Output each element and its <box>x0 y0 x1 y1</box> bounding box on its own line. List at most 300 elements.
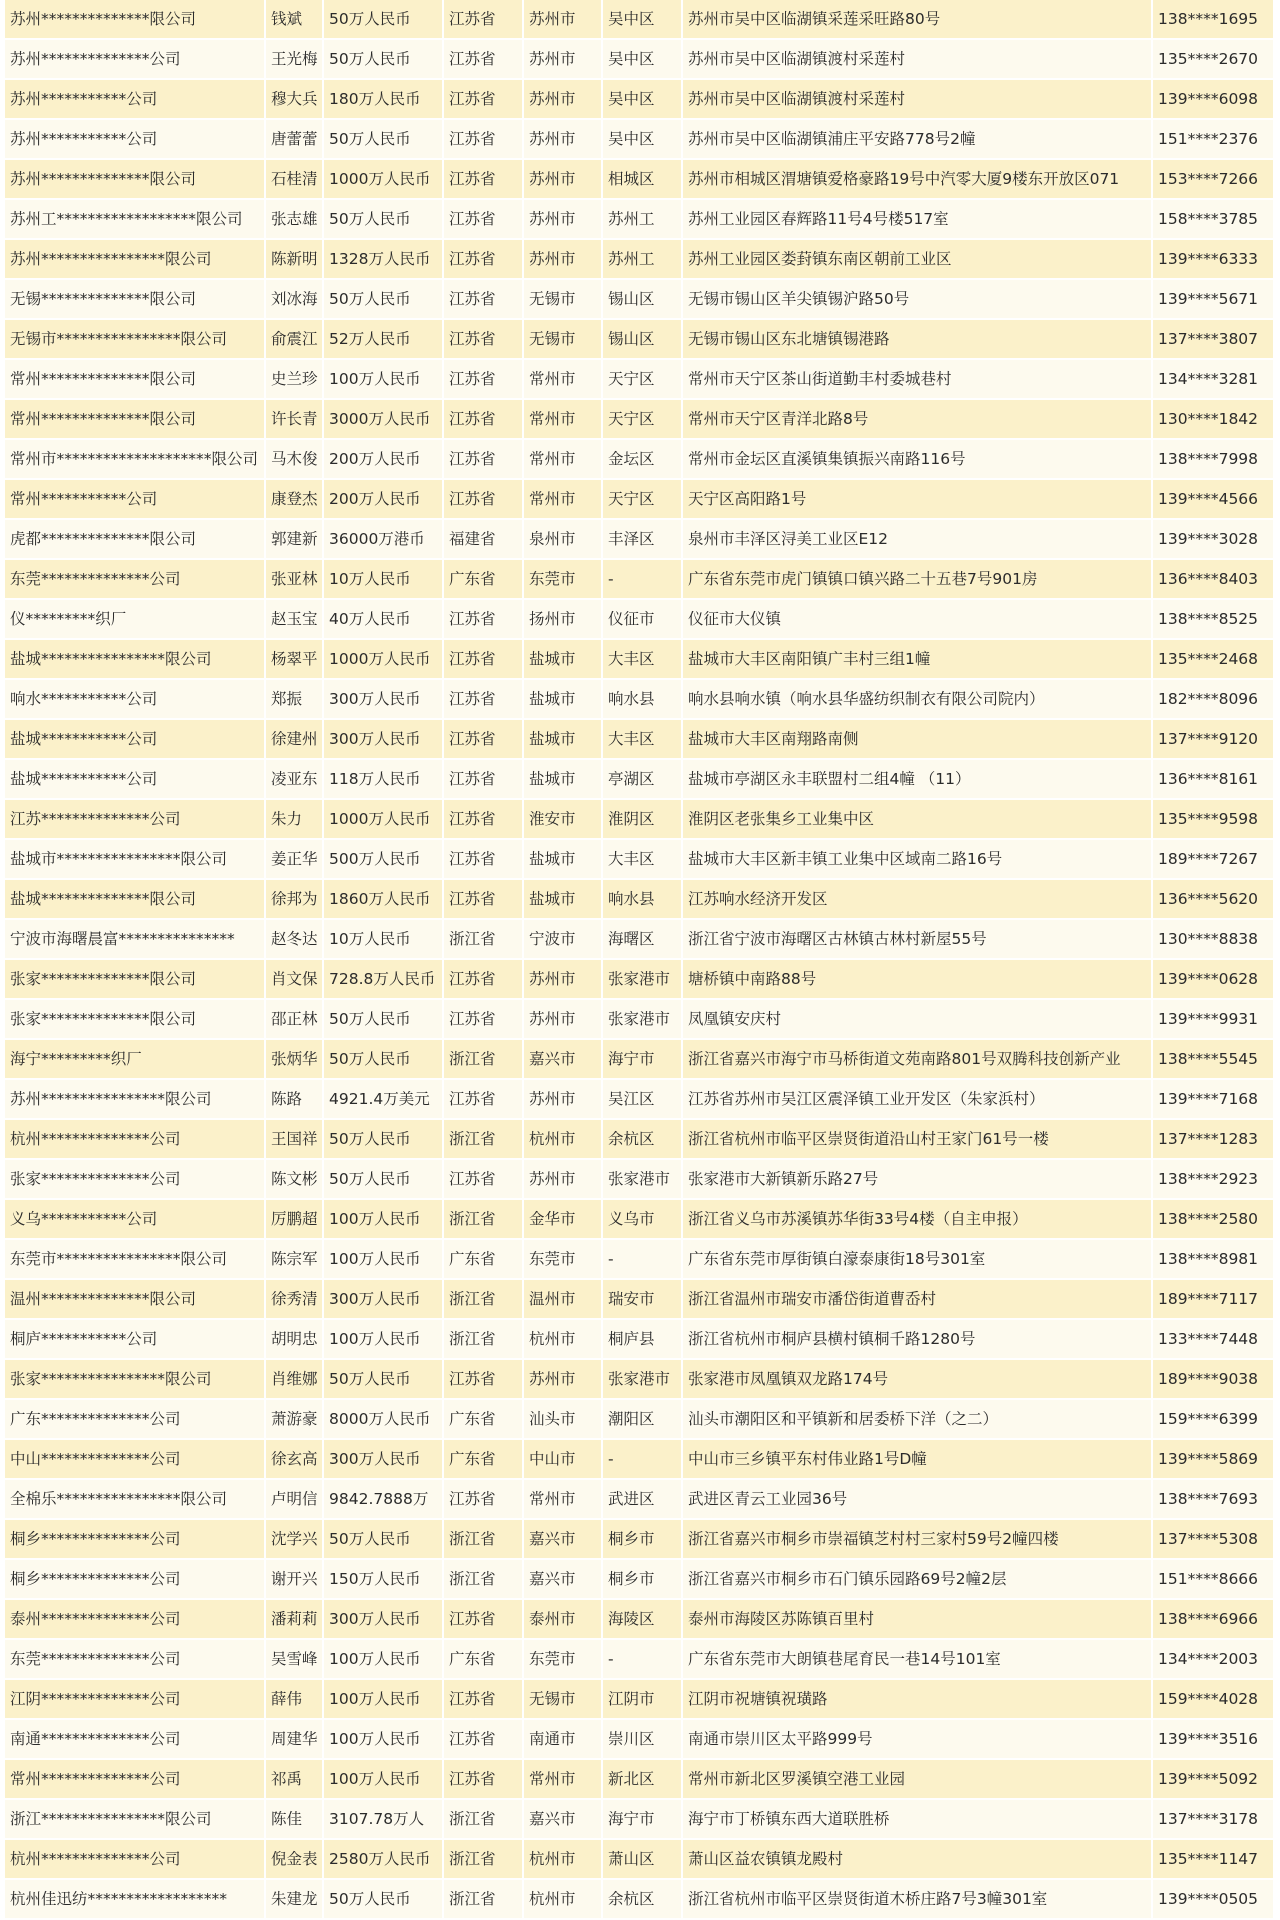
registered-capital-cell: 1328万人民币 <box>324 240 444 280</box>
table-row <box>5 1160 1275 1200</box>
province-cell: 浙江省 <box>444 1560 524 1600</box>
legal-person-cell: 陈佳 <box>266 1800 324 1840</box>
province-cell: 江苏省 <box>444 400 524 440</box>
registered-capital-cell: 118万人民币 <box>324 760 444 800</box>
district-cell: 余杭区 <box>603 1880 683 1920</box>
city-cell: 东莞市 <box>524 1240 603 1280</box>
city-cell: 南通市 <box>524 1720 603 1760</box>
district-cell: 响水县 <box>603 880 683 920</box>
city-cell: 苏州市 <box>524 160 603 200</box>
address-cell: 盐城市亭湖区永丰联盟村二组4幢 （11） <box>683 760 1153 800</box>
legal-person-cell: 肖文保 <box>266 960 324 1000</box>
legal-person-cell: 杨翠平 <box>266 640 324 680</box>
registered-capital-cell: 1000万人民币 <box>324 800 444 840</box>
phone-cell: 137****1283 <box>1153 1120 1275 1160</box>
province-cell: 江苏省 <box>444 880 524 920</box>
province-cell: 江苏省 <box>444 680 524 720</box>
table-row <box>5 1760 1275 1800</box>
legal-person-cell: 刘冰海 <box>266 280 324 320</box>
legal-person-cell: 郭建新 <box>266 520 324 560</box>
registered-capital-cell: 728.8万人民币 <box>324 960 444 1000</box>
registered-capital-cell: 100万人民币 <box>324 1320 444 1360</box>
district-cell: 江阴市 <box>603 1680 683 1720</box>
address-cell: 常州市新北区罗溪镇空港工业园 <box>683 1760 1153 1800</box>
address-cell: 苏州市相城区渭塘镇爱格豪路19号中汽零大厦9楼东开放区071 <box>683 160 1153 200</box>
table-row <box>5 1880 1275 1920</box>
province-cell: 江苏省 <box>444 320 524 360</box>
legal-person-cell: 陈新明 <box>266 240 324 280</box>
registered-capital-cell: 1860万人民币 <box>324 880 444 920</box>
district-cell: 大丰区 <box>603 640 683 680</box>
district-cell: 张家港市 <box>603 1000 683 1040</box>
company-name-cell: 江阴**************公司 <box>5 1680 266 1720</box>
legal-person-cell: 凌亚东 <box>266 760 324 800</box>
address-cell: 南通市崇川区太平路999号 <box>683 1720 1153 1760</box>
district-cell: 张家港市 <box>603 960 683 1000</box>
address-cell: 盐城市大丰区南阳镇广丰村三组1幢 <box>683 640 1153 680</box>
city-cell: 苏州市 <box>524 120 603 160</box>
table-row <box>5 1120 1275 1160</box>
registered-capital-cell: 36000万港币 <box>324 520 444 560</box>
legal-person-cell: 郑振 <box>266 680 324 720</box>
legal-person-cell: 马木俊 <box>266 440 324 480</box>
table-row <box>5 1680 1275 1720</box>
province-cell: 江苏省 <box>444 1360 524 1400</box>
legal-person-cell: 张亚林 <box>266 560 324 600</box>
table-row <box>5 40 1275 80</box>
registered-capital-cell: 50万人民币 <box>324 1360 444 1400</box>
address-cell: 苏州工业园区春辉路11号4号楼517室 <box>683 200 1153 240</box>
province-cell: 江苏省 <box>444 1760 524 1800</box>
district-cell: 海曙区 <box>603 920 683 960</box>
table-row <box>5 1480 1275 1520</box>
legal-person-cell: 钱斌 <box>266 0 324 40</box>
table-row <box>5 120 1275 160</box>
table-row <box>5 720 1275 760</box>
province-cell: 江苏省 <box>444 120 524 160</box>
city-cell: 常州市 <box>524 1480 603 1520</box>
registered-capital-cell: 40万人民币 <box>324 600 444 640</box>
company-name-cell: 仪*********织厂 <box>5 600 266 640</box>
company-name-cell: 苏州**************公司 <box>5 40 266 80</box>
phone-cell: 139****6333 <box>1153 240 1275 280</box>
district-cell: 亭湖区 <box>603 760 683 800</box>
phone-cell: 189****7117 <box>1153 1280 1275 1320</box>
district-cell: 海宁市 <box>603 1040 683 1080</box>
table-row <box>5 1400 1275 1440</box>
phone-cell: 138****1695 <box>1153 0 1275 40</box>
district-cell: 海宁市 <box>603 1800 683 1840</box>
phone-cell: 139****3516 <box>1153 1720 1275 1760</box>
city-cell: 常州市 <box>524 360 603 400</box>
phone-cell: 139****7168 <box>1153 1080 1275 1120</box>
province-cell: 江苏省 <box>444 640 524 680</box>
city-cell: 苏州市 <box>524 80 603 120</box>
address-cell: 浙江省嘉兴市海宁市马桥街道文苑南路801号双腾科技创新产业 <box>683 1040 1153 1080</box>
district-cell: 余杭区 <box>603 1120 683 1160</box>
province-cell: 浙江省 <box>444 1840 524 1880</box>
table-row <box>5 1800 1275 1840</box>
company-name-cell: 常州**************限公司 <box>5 400 266 440</box>
address-cell: 江苏省苏州市吴江区震泽镇工业开发区（朱家浜村） <box>683 1080 1153 1120</box>
province-cell: 江苏省 <box>444 1000 524 1040</box>
district-cell: 吴中区 <box>603 0 683 40</box>
registered-capital-cell: 3000万人民币 <box>324 400 444 440</box>
city-cell: 淮安市 <box>524 800 603 840</box>
province-cell: 浙江省 <box>444 1520 524 1560</box>
district-cell: 丰泽区 <box>603 520 683 560</box>
city-cell: 盐城市 <box>524 720 603 760</box>
registered-capital-cell: 50万人民币 <box>324 1040 444 1080</box>
district-cell: 桐乡市 <box>603 1560 683 1600</box>
legal-person-cell: 赵冬达 <box>266 920 324 960</box>
company-name-cell: 常州**************限公司 <box>5 360 266 400</box>
address-cell: 苏州市吴中区临湖镇渡村采莲村 <box>683 80 1153 120</box>
address-cell: 浙江省杭州市临平区崇贤街道沿山村王家门61号一楼 <box>683 1120 1153 1160</box>
table-row <box>5 600 1275 640</box>
district-cell: 金坛区 <box>603 440 683 480</box>
city-cell: 杭州市 <box>524 1120 603 1160</box>
district-cell: 萧山区 <box>603 1840 683 1880</box>
district-cell: 相城区 <box>603 160 683 200</box>
legal-person-cell: 唐蕾蕾 <box>266 120 324 160</box>
address-cell: 汕头市潮阳区和平镇新和居委桥下洋（之二） <box>683 1400 1153 1440</box>
table-row <box>5 1200 1275 1240</box>
district-cell: 张家港市 <box>603 1160 683 1200</box>
company-name-cell: 杭州佳迅纺****************** <box>5 1880 266 1920</box>
city-cell: 泰州市 <box>524 1600 603 1640</box>
district-cell: 淮阴区 <box>603 800 683 840</box>
address-cell: 广东省东莞市虎门镇镇口镇兴路二十五巷7号901房 <box>683 560 1153 600</box>
phone-cell: 134****3281 <box>1153 360 1275 400</box>
city-cell: 苏州市 <box>524 240 603 280</box>
legal-person-cell: 赵玉宝 <box>266 600 324 640</box>
registered-capital-cell: 1000万人民币 <box>324 160 444 200</box>
legal-person-cell: 徐玄高 <box>266 1440 324 1480</box>
phone-cell: 151****2376 <box>1153 120 1275 160</box>
registered-capital-cell: 500万人民币 <box>324 840 444 880</box>
company-table <box>5 0 1275 1920</box>
registered-capital-cell: 50万人民币 <box>324 1120 444 1160</box>
company-name-cell: 苏州****************限公司 <box>5 240 266 280</box>
table-row <box>5 160 1275 200</box>
phone-cell: 138****2923 <box>1153 1160 1275 1200</box>
province-cell: 浙江省 <box>444 1120 524 1160</box>
registered-capital-cell: 300万人民币 <box>324 1600 444 1640</box>
legal-person-cell: 肖维娜 <box>266 1360 324 1400</box>
company-name-cell: 东莞市****************限公司 <box>5 1240 266 1280</box>
registered-capital-cell: 50万人民币 <box>324 1880 444 1920</box>
table-row <box>5 280 1275 320</box>
district-cell: 锡山区 <box>603 280 683 320</box>
table-row <box>5 520 1275 560</box>
phone-cell: 137****9120 <box>1153 720 1275 760</box>
city-cell: 盐城市 <box>524 840 603 880</box>
company-name-cell: 苏州**************限公司 <box>5 160 266 200</box>
city-cell: 嘉兴市 <box>524 1040 603 1080</box>
district-cell: - <box>603 1640 683 1680</box>
province-cell: 浙江省 <box>444 1800 524 1840</box>
table-row <box>5 840 1275 880</box>
province-cell: 江苏省 <box>444 1680 524 1720</box>
company-name-cell: 海宁*********织厂 <box>5 1040 266 1080</box>
city-cell: 嘉兴市 <box>524 1560 603 1600</box>
registered-capital-cell: 1000万人民币 <box>324 640 444 680</box>
address-cell: 江阴市祝塘镇祝璜路 <box>683 1680 1153 1720</box>
company-name-cell: 江苏**************公司 <box>5 800 266 840</box>
company-name-cell: 桐庐***********公司 <box>5 1320 266 1360</box>
phone-cell: 135****9598 <box>1153 800 1275 840</box>
province-cell: 江苏省 <box>444 440 524 480</box>
table-row <box>5 1280 1275 1320</box>
company-name-cell: 东莞**************公司 <box>5 560 266 600</box>
company-name-cell: 义乌***********公司 <box>5 1200 266 1240</box>
table-row <box>5 360 1275 400</box>
legal-person-cell: 倪金表 <box>266 1840 324 1880</box>
city-cell: 苏州市 <box>524 1080 603 1120</box>
legal-person-cell: 张志雄 <box>266 200 324 240</box>
phone-cell: 137****3807 <box>1153 320 1275 360</box>
address-cell: 仪征市大仪镇 <box>683 600 1153 640</box>
table-row <box>5 1560 1275 1600</box>
address-cell: 广东省东莞市厚街镇白濠泰康街18号301室 <box>683 1240 1153 1280</box>
table-row <box>5 680 1275 720</box>
company-name-cell: 无锡市****************限公司 <box>5 320 266 360</box>
city-cell: 盐城市 <box>524 880 603 920</box>
district-cell: - <box>603 1240 683 1280</box>
phone-cell: 182****8096 <box>1153 680 1275 720</box>
legal-person-cell: 萧游豪 <box>266 1400 324 1440</box>
phone-cell: 139****0505 <box>1153 1880 1275 1920</box>
company-name-cell: 常州市********************限公司 <box>5 440 266 480</box>
address-cell: 响水县响水镇（响水县华盛纺织制衣有限公司院内） <box>683 680 1153 720</box>
city-cell: 嘉兴市 <box>524 1520 603 1560</box>
province-cell: 浙江省 <box>444 1320 524 1360</box>
table-row <box>5 480 1275 520</box>
phone-cell: 135****1147 <box>1153 1840 1275 1880</box>
province-cell: 江苏省 <box>444 720 524 760</box>
registered-capital-cell: 200万人民币 <box>324 480 444 520</box>
registered-capital-cell: 10万人民币 <box>324 560 444 600</box>
company-name-cell: 东莞**************公司 <box>5 1640 266 1680</box>
district-cell: 响水县 <box>603 680 683 720</box>
table-row <box>5 1720 1275 1760</box>
company-name-cell: 张家**************限公司 <box>5 1000 266 1040</box>
district-cell: 大丰区 <box>603 840 683 880</box>
address-cell: 泉州市丰泽区浔美工业区E12 <box>683 520 1153 560</box>
district-cell: 锡山区 <box>603 320 683 360</box>
city-cell: 杭州市 <box>524 1880 603 1920</box>
district-cell: 桐庐县 <box>603 1320 683 1360</box>
phone-cell: 138****7998 <box>1153 440 1275 480</box>
table-row <box>5 400 1275 440</box>
phone-cell: 135****2468 <box>1153 640 1275 680</box>
company-name-cell: 响水***********公司 <box>5 680 266 720</box>
address-cell: 张家港市大新镇新乐路27号 <box>683 1160 1153 1200</box>
phone-cell: 134****2003 <box>1153 1640 1275 1680</box>
company-name-cell: 桐乡**************公司 <box>5 1520 266 1560</box>
province-cell: 江苏省 <box>444 1480 524 1520</box>
company-name-cell: 苏州工******************限公司 <box>5 200 266 240</box>
address-cell: 萧山区益农镇镇龙殿村 <box>683 1840 1153 1880</box>
table-row <box>5 1360 1275 1400</box>
address-cell: 无锡市锡山区羊尖镇锡沪路50号 <box>683 280 1153 320</box>
city-cell: 杭州市 <box>524 1320 603 1360</box>
phone-cell: 138****8525 <box>1153 600 1275 640</box>
company-name-cell: 张家****************限公司 <box>5 1360 266 1400</box>
table-body <box>5 0 1275 1920</box>
province-cell: 江苏省 <box>444 240 524 280</box>
city-cell: 嘉兴市 <box>524 1800 603 1840</box>
province-cell: 江苏省 <box>444 40 524 80</box>
province-cell: 广东省 <box>444 1640 524 1680</box>
district-cell: 潮阳区 <box>603 1400 683 1440</box>
table-row <box>5 1240 1275 1280</box>
company-name-cell: 南通**************公司 <box>5 1720 266 1760</box>
address-cell: 浙江省嘉兴市桐乡市崇福镇芝村村三家村59号2幢四楼 <box>683 1520 1153 1560</box>
legal-person-cell: 穆大兵 <box>266 80 324 120</box>
province-cell: 江苏省 <box>444 360 524 400</box>
province-cell: 江苏省 <box>444 600 524 640</box>
district-cell: 大丰区 <box>603 720 683 760</box>
company-name-cell: 无锡**************限公司 <box>5 280 266 320</box>
registered-capital-cell: 300万人民币 <box>324 720 444 760</box>
company-name-cell: 常州**************公司 <box>5 1760 266 1800</box>
legal-person-cell: 史兰珍 <box>266 360 324 400</box>
phone-cell: 189****7267 <box>1153 840 1275 880</box>
registered-capital-cell: 50万人民币 <box>324 280 444 320</box>
legal-person-cell: 石桂清 <box>266 160 324 200</box>
city-cell: 常州市 <box>524 440 603 480</box>
legal-person-cell: 徐秀清 <box>266 1280 324 1320</box>
address-cell: 浙江省义乌市苏溪镇苏华街33号4楼（自主申报） <box>683 1200 1153 1240</box>
legal-person-cell: 徐建州 <box>266 720 324 760</box>
table-row <box>5 1040 1275 1080</box>
district-cell: 天宁区 <box>603 480 683 520</box>
city-cell: 盐城市 <box>524 680 603 720</box>
company-name-cell: 苏州**************限公司 <box>5 0 266 40</box>
city-cell: 苏州市 <box>524 200 603 240</box>
city-cell: 东莞市 <box>524 1640 603 1680</box>
address-cell: 中山市三乡镇平东村伟业路1号D幢 <box>683 1440 1153 1480</box>
province-cell: 福建省 <box>444 520 524 560</box>
city-cell: 盐城市 <box>524 760 603 800</box>
city-cell: 苏州市 <box>524 1360 603 1400</box>
legal-person-cell: 王国祥 <box>266 1120 324 1160</box>
company-name-cell: 泰州**************公司 <box>5 1600 266 1640</box>
province-cell: 江苏省 <box>444 80 524 120</box>
province-cell: 广东省 <box>444 560 524 600</box>
company-name-cell: 张家**************公司 <box>5 1160 266 1200</box>
phone-cell: 139****3028 <box>1153 520 1275 560</box>
province-cell: 江苏省 <box>444 1080 524 1120</box>
address-cell: 盐城市大丰区新丰镇工业集中区域南二路16号 <box>683 840 1153 880</box>
district-cell: 吴中区 <box>603 80 683 120</box>
phone-cell: 136****5620 <box>1153 880 1275 920</box>
phone-cell: 158****3785 <box>1153 200 1275 240</box>
address-cell: 苏州市吴中区临湖镇采莲采旺路80号 <box>683 0 1153 40</box>
legal-person-cell: 王光梅 <box>266 40 324 80</box>
phone-cell: 153****7266 <box>1153 160 1275 200</box>
city-cell: 金华市 <box>524 1200 603 1240</box>
legal-person-cell: 谢开兴 <box>266 1560 324 1600</box>
province-cell: 江苏省 <box>444 800 524 840</box>
registered-capital-cell: 300万人民币 <box>324 1280 444 1320</box>
district-cell: 仪征市 <box>603 600 683 640</box>
province-cell: 浙江省 <box>444 1200 524 1240</box>
phone-cell: 139****0628 <box>1153 960 1275 1000</box>
address-cell: 泰州市海陵区苏陈镇百里村 <box>683 1600 1153 1640</box>
city-cell: 常州市 <box>524 1760 603 1800</box>
legal-person-cell: 康登杰 <box>266 480 324 520</box>
address-cell: 浙江省嘉兴市桐乡市石门镇乐园路69号2幢2层 <box>683 1560 1153 1600</box>
legal-person-cell: 徐邦为 <box>266 880 324 920</box>
legal-person-cell: 朱力 <box>266 800 324 840</box>
table-row <box>5 1440 1275 1480</box>
registered-capital-cell: 50万人民币 <box>324 1160 444 1200</box>
province-cell: 浙江省 <box>444 1040 524 1080</box>
province-cell: 江苏省 <box>444 160 524 200</box>
registered-capital-cell: 52万人民币 <box>324 320 444 360</box>
province-cell: 江苏省 <box>444 200 524 240</box>
phone-cell: 151****8666 <box>1153 1560 1275 1600</box>
legal-person-cell: 张炳华 <box>266 1040 324 1080</box>
city-cell: 无锡市 <box>524 1680 603 1720</box>
city-cell: 苏州市 <box>524 1160 603 1200</box>
province-cell: 江苏省 <box>444 840 524 880</box>
district-cell: 桐乡市 <box>603 1520 683 1560</box>
address-cell: 广东省东莞市大朗镇巷尾育民一巷14号101室 <box>683 1640 1153 1680</box>
phone-cell: 139****4566 <box>1153 480 1275 520</box>
table-row <box>5 200 1275 240</box>
city-cell: 扬州市 <box>524 600 603 640</box>
district-cell: 张家港市 <box>603 1360 683 1400</box>
address-cell: 武进区青云工业园36号 <box>683 1480 1153 1520</box>
company-name-cell: 温州**************限公司 <box>5 1280 266 1320</box>
table-row <box>5 1000 1275 1040</box>
province-cell: 广东省 <box>444 1440 524 1480</box>
province-cell: 江苏省 <box>444 1600 524 1640</box>
province-cell: 江苏省 <box>444 960 524 1000</box>
city-cell: 常州市 <box>524 480 603 520</box>
registered-capital-cell: 50万人民币 <box>324 200 444 240</box>
registered-capital-cell: 10万人民币 <box>324 920 444 960</box>
address-cell: 苏州市吴中区临湖镇浦庄平安路778号2幢 <box>683 120 1153 160</box>
phone-cell: 130****1842 <box>1153 400 1275 440</box>
district-cell: 崇川区 <box>603 1720 683 1760</box>
phone-cell: 130****8838 <box>1153 920 1275 960</box>
province-cell: 广东省 <box>444 1400 524 1440</box>
address-cell: 苏州市吴中区临湖镇渡村采莲村 <box>683 40 1153 80</box>
registered-capital-cell: 50万人民币 <box>324 40 444 80</box>
phone-cell: 136****8403 <box>1153 560 1275 600</box>
table-row <box>5 320 1275 360</box>
phone-cell: 133****7448 <box>1153 1320 1275 1360</box>
phone-cell: 139****9931 <box>1153 1000 1275 1040</box>
legal-person-cell: 许长青 <box>266 400 324 440</box>
company-name-cell: 杭州**************公司 <box>5 1120 266 1160</box>
city-cell: 苏州市 <box>524 960 603 1000</box>
city-cell: 盐城市 <box>524 640 603 680</box>
province-cell: 江苏省 <box>444 280 524 320</box>
registered-capital-cell: 9842.7888万 <box>324 1480 444 1520</box>
company-name-cell: 盐城****************限公司 <box>5 640 266 680</box>
address-cell: 浙江省温州市瑞安市潘岱街道曹岙村 <box>683 1280 1153 1320</box>
company-name-cell: 浙江****************限公司 <box>5 1800 266 1840</box>
city-cell: 温州市 <box>524 1280 603 1320</box>
address-cell: 淮阴区老张集乡工业集中区 <box>683 800 1153 840</box>
city-cell: 东莞市 <box>524 560 603 600</box>
